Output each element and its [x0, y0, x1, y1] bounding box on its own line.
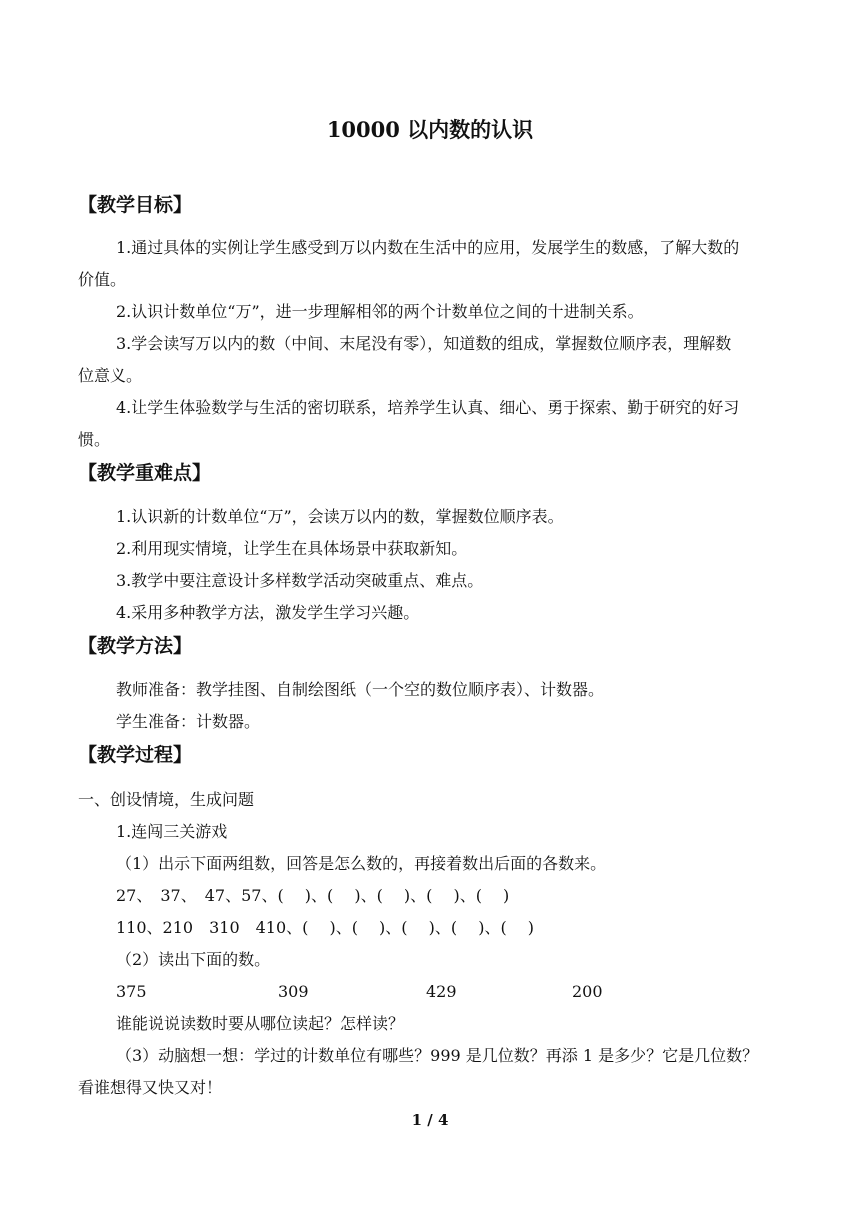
objective-2: 2.认识计数单位“万”，进一步理解相邻的两个计数单位之间的十进制关系。 — [116, 302, 644, 321]
section-heading-process: 【教学过程】 — [78, 744, 193, 766]
objective-3: 3.学会读写万以内的数（中间、末尾没有零），知道数的组成，掌握数位顺序表，理解数 — [116, 334, 732, 353]
objective-4-cont: 惯。 — [78, 430, 111, 449]
number-sequence-2: 110、210 310 410、( )、( )、( )、( )、( ) — [116, 918, 535, 937]
question-2: （2）读出下面的数。 — [116, 950, 271, 969]
objective-1-cont: 价值。 — [78, 270, 127, 289]
section-heading-difficulties: 【教学重难点】 — [78, 462, 212, 484]
reading-question: 谁能说说读数时要从哪位读起？怎样读？ — [116, 1014, 405, 1033]
page-number: 1 / 4 — [411, 1111, 449, 1129]
difficulty-2: 2.利用现实情境，让学生在具体场景中获取新知。 — [116, 539, 468, 558]
read-number-2: 309 — [278, 982, 309, 1001]
objective-3-cont: 位意义。 — [78, 366, 143, 385]
question-3: （3）动脑想一想：学过的计数单位有哪些？999 是几位数？再添 1 是多少？它是几位数？ — [116, 1046, 759, 1065]
question-3-cont: 看谁想得又快又对！ — [78, 1078, 223, 1097]
section-heading-objectives: 【教学目标】 — [78, 194, 193, 216]
read-number-1: 375 — [116, 982, 147, 1001]
question-1: （1）出示下面两组数，回答是怎么数的，再接着数出后面的各数来。 — [116, 854, 607, 873]
student-preparation: 学生准备：计数器。 — [116, 712, 261, 731]
teacher-preparation: 教师准备：教学挂图、自制绘图纸（一个空的数位顺序表）、计数器。 — [116, 680, 605, 699]
objective-4: 4.让学生体验数学与生活的密切联系，培养学生认真、细心、勇于探索、勤于研究的好习 — [116, 398, 740, 417]
difficulty-1: 1.认识新的计数单位“万”，会读万以内的数，掌握数位顺序表。 — [116, 507, 564, 526]
difficulty-3: 3.教学中要注意设计多样数学活动突破重点、难点。 — [116, 571, 484, 590]
number-sequence-1: 27、 37、 47、57、( )、( )、( )、( )、( ) — [116, 886, 510, 905]
section-heading-methods: 【教学方法】 — [78, 635, 193, 657]
read-number-3: 429 — [426, 982, 457, 1001]
game-title: 1.连闯三关游戏 — [116, 822, 228, 841]
process-part-1: 一、创设情境，生成问题 — [78, 790, 255, 809]
page-title: 10000 以内数的认识 — [326, 117, 534, 142]
read-number-4: 200 — [572, 982, 603, 1001]
difficulty-4: 4.采用多种教学方法，激发学生学习兴趣。 — [116, 603, 420, 622]
objective-1: 1.通过具体的实例让学生感受到万以内数在生活中的应用，发展学生的数感，了解大数的 — [116, 238, 740, 257]
